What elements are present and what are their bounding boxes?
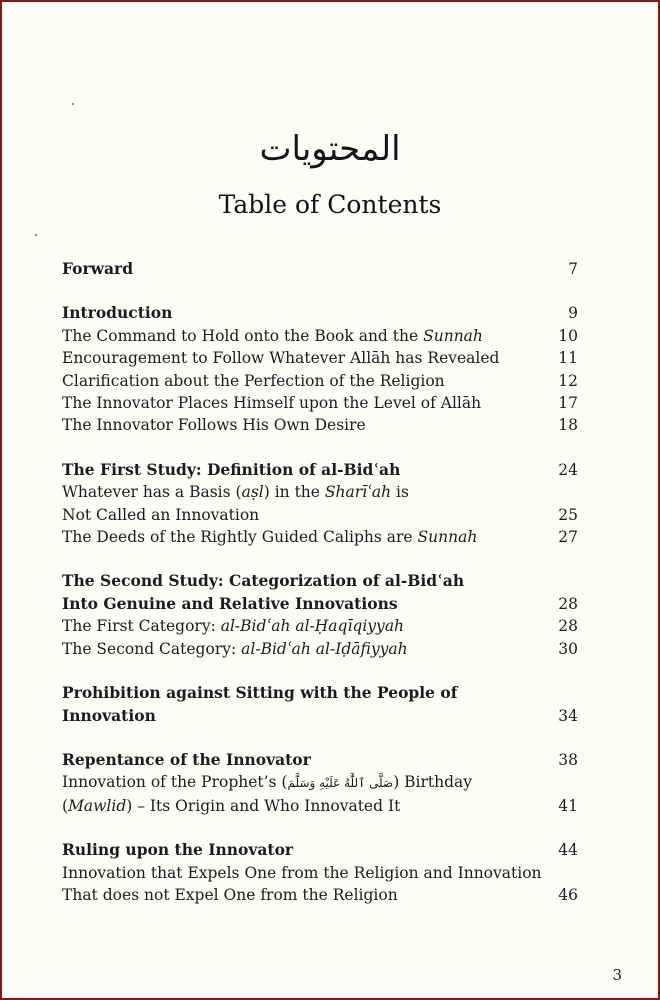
toc-heading (62, 258, 578, 280)
toc-entry (62, 347, 578, 369)
entry-title: The First Category: al-Bidʿah al-Ḥaqīqiyyah (62, 617, 405, 636)
heading-title: Repentance of the Innovator (62, 749, 311, 769)
arabic-title: المحتويات (259, 129, 401, 169)
toc-heading-continued (62, 705, 578, 727)
page-number: 34 (558, 706, 578, 725)
page-number: 17 (558, 394, 578, 413)
entry-title: Clarification about the Perfection of the Religion (62, 371, 445, 390)
entry-title: Innovation of the Prophet’s (صَلَّى ٱللَّٰهُ عَلَيْهِ وَسَلَّمَ) Birthday (62, 773, 473, 792)
toc-section-ruling (62, 839, 578, 906)
toc-entry (62, 392, 578, 414)
toc-heading (62, 682, 578, 704)
toc-entry (62, 862, 578, 884)
toc-heading (62, 570, 578, 592)
heading-title: Ruling upon the Innovator (62, 840, 294, 860)
toc-entry (62, 504, 578, 526)
toc-section-prohibition (62, 682, 578, 727)
toc-section-repentance (62, 749, 578, 817)
heading-title: The Second Study: Categorization of al-Bidʿah (62, 571, 465, 591)
page-number: 9 (568, 304, 578, 323)
heading-title: Introduction (62, 303, 173, 323)
toc-entry (62, 414, 578, 436)
toc-heading (62, 459, 578, 481)
page-number: 28 (558, 594, 578, 613)
toc-heading-continued (62, 593, 578, 615)
heading-title: Prohibition against Sitting with the People of (62, 683, 458, 703)
toc-heading (62, 749, 578, 771)
entry-title: Innovation that Expels One from the Religion and Innovation (62, 863, 542, 882)
toc-heading (62, 839, 578, 861)
heading-title: Forward (62, 259, 134, 278)
page-header (2, 124, 658, 222)
paper-speck (35, 234, 37, 236)
toc-entry (62, 884, 578, 906)
page-number: 10 (558, 326, 578, 345)
paper-speck (72, 103, 74, 105)
page-number: 46 (558, 885, 578, 904)
toc-entry (62, 615, 578, 637)
page-number: 11 (558, 349, 578, 368)
toc-section-forward (62, 258, 578, 280)
toc-section-introduction (62, 302, 578, 436)
heading-title: The First Study: Definition of al-Bidʿah (62, 459, 401, 479)
heading-title: Innovation (62, 705, 156, 725)
page-number: 38 (558, 750, 578, 769)
entry-title: Encouragement to Follow Whatever Allāh has Revealed (62, 349, 500, 368)
table-of-contents (62, 258, 578, 928)
page-number: 27 (558, 528, 578, 547)
entry-title: Whatever has a Basis (aṣl) in the Sharīʿah is (62, 483, 409, 502)
entry-title: That does not Expel One from the Religion (62, 885, 398, 904)
entry-title: The Innovator Follows His Own Desire (62, 416, 366, 435)
page-number: 28 (558, 617, 578, 636)
page-number: 30 (558, 639, 578, 658)
honorific-calligraphy: صَلَّى ٱللَّٰهُ عَلَيْهِ وَسَلَّمَ (287, 776, 394, 791)
toc-entry (62, 526, 578, 548)
toc-section-first-study (62, 459, 578, 549)
toc-entry (62, 638, 578, 660)
heading-title: Into Genuine and Relative Innovations (62, 593, 398, 613)
entry-title: The Second Category: al-Bidʿah al-Iḍāfiyyah (62, 639, 408, 658)
toc-entry (62, 795, 578, 817)
toc-section-second-study (62, 570, 578, 660)
page-number: 44 (558, 841, 578, 860)
toc-entry (62, 325, 578, 347)
page-folio-number: 3 (612, 966, 622, 984)
entry-title: (Mawlid) – Its Origin and Who Innovated It (62, 796, 401, 815)
page-title: Table of Contents (218, 190, 442, 219)
page-number: 25 (558, 505, 578, 524)
page-number: 12 (558, 371, 578, 390)
page-number: 41 (558, 796, 578, 815)
entry-title: The Innovator Places Himself upon the Level of Allāh (62, 394, 482, 413)
toc-heading (62, 302, 578, 324)
entry-title: The Command to Hold onto the Book and the Sunnah (62, 326, 483, 345)
toc-entry (62, 771, 578, 794)
page-number: 7 (568, 260, 578, 278)
toc-entry (62, 370, 578, 392)
page-number: 24 (558, 460, 578, 479)
entry-title: Not Called an Innovation (62, 505, 260, 524)
toc-entry (62, 481, 578, 503)
page-number: 18 (558, 416, 578, 435)
entry-title: The Deeds of the Rightly Guided Caliphs are Sunnah (62, 528, 478, 547)
